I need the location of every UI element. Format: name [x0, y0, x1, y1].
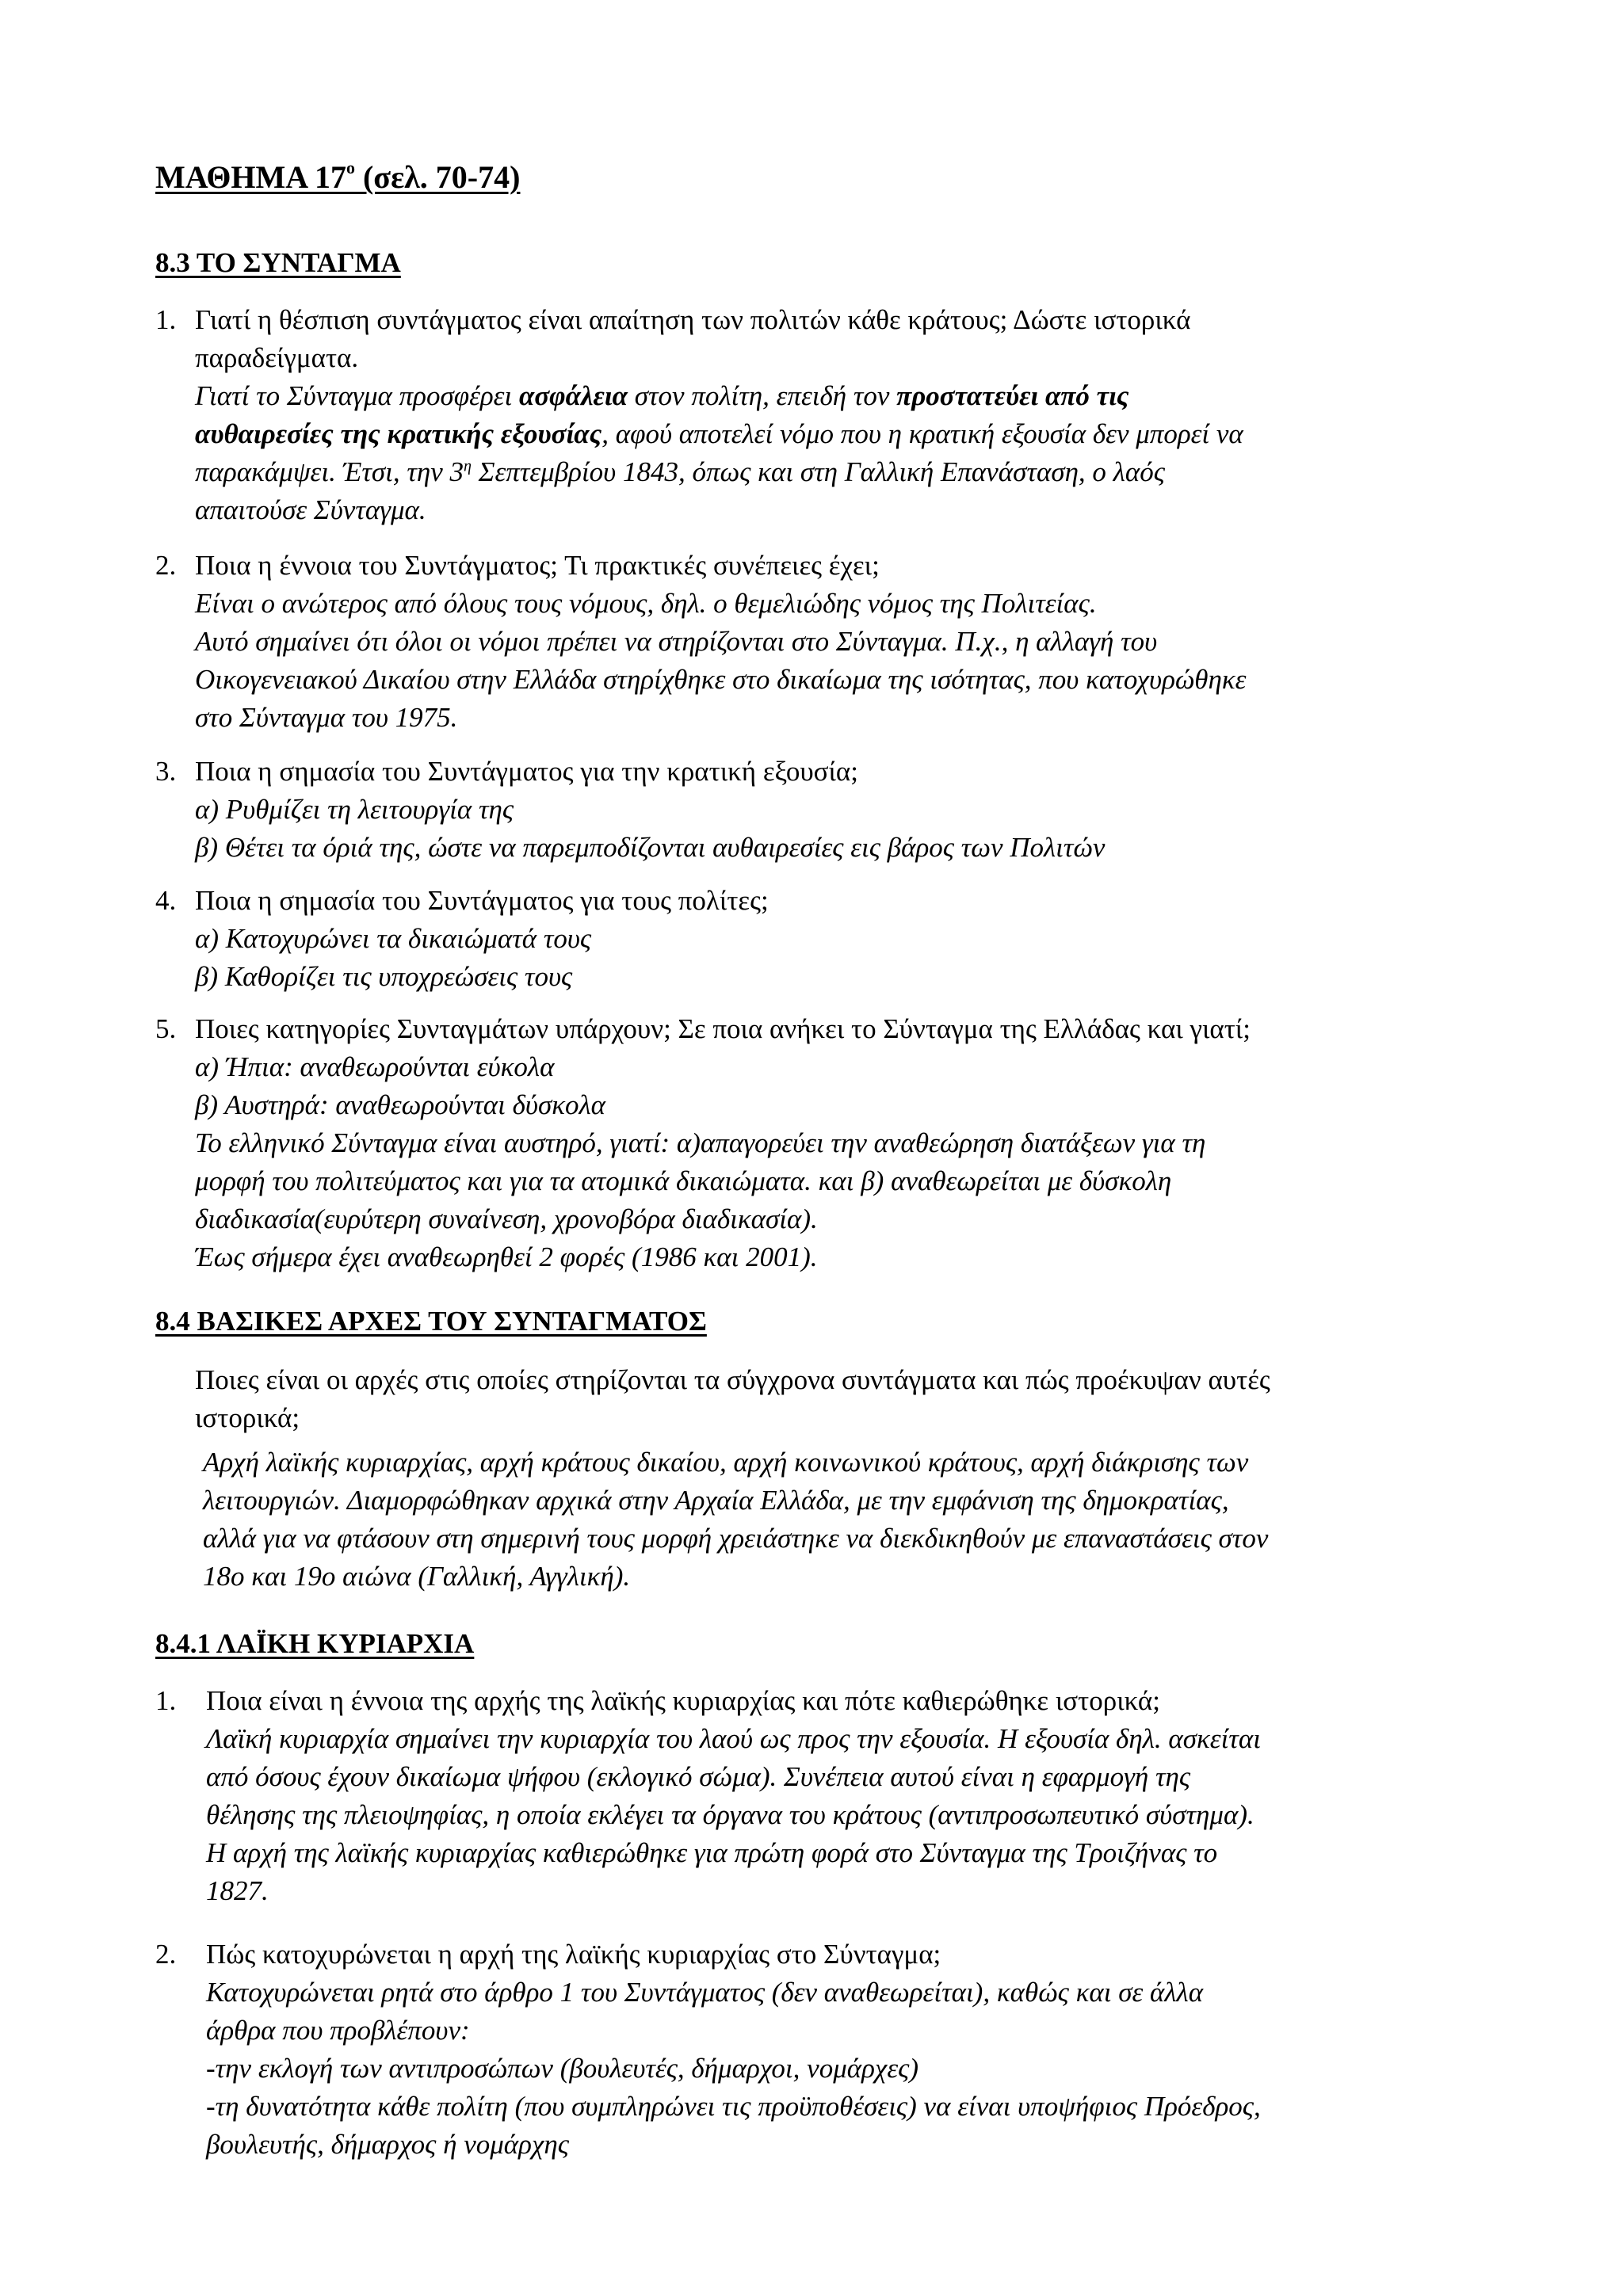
answer-line: β) Καθορίζει τις υποχρεώσεις τους: [195, 961, 573, 992]
answer-line: Οικογενειακού Δικαίου στην Ελλάδα στηρίχθηκε στο δικαίωμα της ισότητας, που κατοχυρώθηκε: [195, 664, 1247, 695]
answer-line: Το ελληνικό Σύνταγμα είναι αυστηρό, γιατί: α)απαγορεύει την αναθεώρηση διατάξεων για τη: [195, 1127, 1206, 1158]
question-number: 1.: [155, 304, 177, 335]
section-heading-8-3: 8.3 ΤΟ ΣΥΝΤΑΓΜΑ: [155, 247, 401, 278]
answer-line: α) Κατοχυρώνει τα δικαιώματά τους: [195, 923, 592, 954]
question-number: 2.: [155, 550, 177, 581]
answer-line: παρακάμψει. Έτσι, την $3^\eta$ Σεπτεμβρίου 1843, όπως και στη Γαλλική Επανάσταση, ο λαός: [195, 456, 1165, 487]
question-text: Ποιες κατηγορίες Συνταγμάτων υπάρχουν; Σε ποια ανήκει το Σύνταγμα της Ελλάδας και γιατί;: [195, 1013, 1251, 1044]
answer-line: θέλησης της πλειοψηφίας, η οποία εκλέγει τα όργανα του κράτους (αντιπροσωπευτικό σύστημα).: [206, 1799, 1254, 1830]
lesson-title-pages: (σελ. 70-74): [354, 159, 521, 195]
answer-line: β) Αυστηρά: αναθεωρούνται δύσκολα: [195, 1089, 606, 1120]
lesson-title-text: ΜΑΘΗΜΑ 17: [155, 159, 346, 195]
answer-line: α) Ρυθμίζει τη λειτουργία της: [195, 794, 514, 825]
answer-line: στο Σύνταγμα του 1975.: [195, 702, 458, 733]
question-text: Ποια είναι η έννοια της αρχής της λαϊκής κυριαρχίας και πότε καθιερώθηκε ιστορικά;: [206, 1685, 1160, 1716]
question-text: Ποια η έννοια του Συντάγματος; Τι πρακτικές συνέπειες έχει;: [195, 550, 880, 581]
answer-line: βουλευτής, δήμαρχος ή νομάρχης: [206, 2129, 569, 2160]
answer-line: -την εκλογή των αντιπροσώπων (βουλευτές, δήμαρχοι, νομάρχες): [206, 2053, 918, 2084]
answer-line: λειτουργιών. Διαμορφώθηκαν αρχικά στην Αρχαία Ελλάδα, με την εμφάνιση της δημοκρατίας,: [203, 1485, 1229, 1516]
answer-line: αλλά για να φτάσουν στη σημερινή τους μορφή χρειάστηκε να διεκδικηθούν με επαναστάσεις στον: [203, 1523, 1269, 1554]
question-text: Πώς κατοχυρώνεται η αρχή της λαϊκής κυριαρχίας στο Σύνταγμα;: [206, 1939, 941, 1970]
answer-line: 1827.: [206, 1875, 269, 1906]
answer-line: άρθρα που προβλέπουν:: [206, 2015, 470, 2046]
answer-line: Κατοχυρώνεται ρητά στο άρθρο 1 του Συντάγματος (δεν αναθεωρείται), καθώς και σε άλλα: [206, 1977, 1204, 2008]
question-text: παραδείγματα.: [195, 342, 359, 373]
answer-line: 18ο και 19ο αιώνα (Γαλλική, Αγγλική).: [203, 1561, 631, 1592]
question-number: 4.: [155, 885, 177, 916]
question-text: Ποια η σημασία του Συντάγματος για την κρατική εξουσία;: [195, 756, 858, 787]
question-number: 3.: [155, 756, 177, 787]
answer-line: διαδικασία(ευρύτερη συναίνεση, χρονοβόρα διαδικασία).: [195, 1203, 818, 1234]
answer-line: Αυτό σημαίνει ότι όλοι οι νόμοι πρέπει να στηρίζονται στο Σύνταγμα. Π.χ., η αλλαγή του: [195, 626, 1158, 657]
lesson-title: [155, 158, 520, 196]
question-text: ιστορικά;: [195, 1402, 300, 1433]
answer-line: Λαϊκή κυριαρχία σημαίνει την κυριαρχία του λαού ως προς την εξουσία. Η εξουσία δηλ. ασκείται: [206, 1723, 1261, 1754]
answer-line: α) Ήπια: αναθεωρούνται εύκολα: [195, 1051, 555, 1082]
answer-line: Η αρχή της λαϊκής κυριαρχίας καθιερώθηκε για πρώτη φορά στο Σύνταγμα της Τροιζήνας το: [206, 1837, 1218, 1868]
section-heading-8-4: 8.4 ΒΑΣΙΚΕΣ ΑΡΧΕΣ ΤΟΥ ΣΥΝΤΑΓΜΑΤΟΣ: [155, 1306, 707, 1337]
answer-line: από όσους έχουν δικαίωμα ψήφου (εκλογικό σώμα). Συνέπεια αυτού είναι η εφαρμογή της: [206, 1761, 1191, 1792]
question-text: Ποιες είναι οι αρχές στις οποίες στηρίζονται τα σύγχρονα συντάγματα και πώς προέκυψαν αυτές: [195, 1364, 1270, 1395]
answer-line: Αρχή λαϊκής κυριαρχίας, αρχή κράτους δικαίου, αρχή κοινωνικού κράτους, αρχή διάκρισης των: [203, 1447, 1249, 1478]
section-heading-8-4-1: 8.4.1 ΛΑΪΚΗ ΚΥΡΙΑΡΧΙΑ: [155, 1628, 475, 1659]
question-text: Γιατί η θέσπιση συντάγματος είναι απαίτηση των πολιτών κάθε κράτους; Δώστε ιστορικά: [195, 304, 1191, 335]
lesson-title-sup: ο: [346, 157, 355, 177]
question-number: 5.: [155, 1013, 177, 1044]
answer-line: απαιτούσε Σύνταγμα.: [195, 494, 426, 525]
answer-line: Έως σήμερα έχει αναθεωρηθεί 2 φορές (1986 και 2001).: [195, 1241, 818, 1272]
answer-line: Είναι ο ανώτερος από όλους τους νόμους, δηλ. ο θεμελιώδης νόμος της Πολιτείας.: [195, 588, 1097, 619]
answer-line: β) Θέτει τα όριά της, ώστε να παρεμποδίζονται αυθαιρεσίες εις βάρος των Πολιτών: [195, 832, 1106, 863]
question-number: 2.: [155, 1939, 177, 1970]
question-number: 1.: [155, 1685, 177, 1716]
answer-line: μορφή του πολιτεύματος και για τα ατομικά δικαιώματα. και β) αναθεωρείται με δύσκολη: [195, 1165, 1172, 1196]
question-text: Ποια η σημασία του Συντάγματος για τους πολίτες;: [195, 885, 769, 916]
answer-line: -τη δυνατότητα κάθε πολίτη (που συμπληρώνει τις προϋποθέσεις) να είναι υποψήφιος Πρόεδρος,: [206, 2091, 1261, 2122]
answer-line: Γιατί το Σύνταγμα προσφέρει ασφάλεια στον πολίτη, επειδή τον προστατεύει από τις: [195, 380, 1129, 411]
answer-line: αυθαιρεσίες της κρατικής εξουσίας, αφού αποτελεί νόμο που η κρατική εξουσία δεν μπορεί να: [195, 418, 1243, 449]
